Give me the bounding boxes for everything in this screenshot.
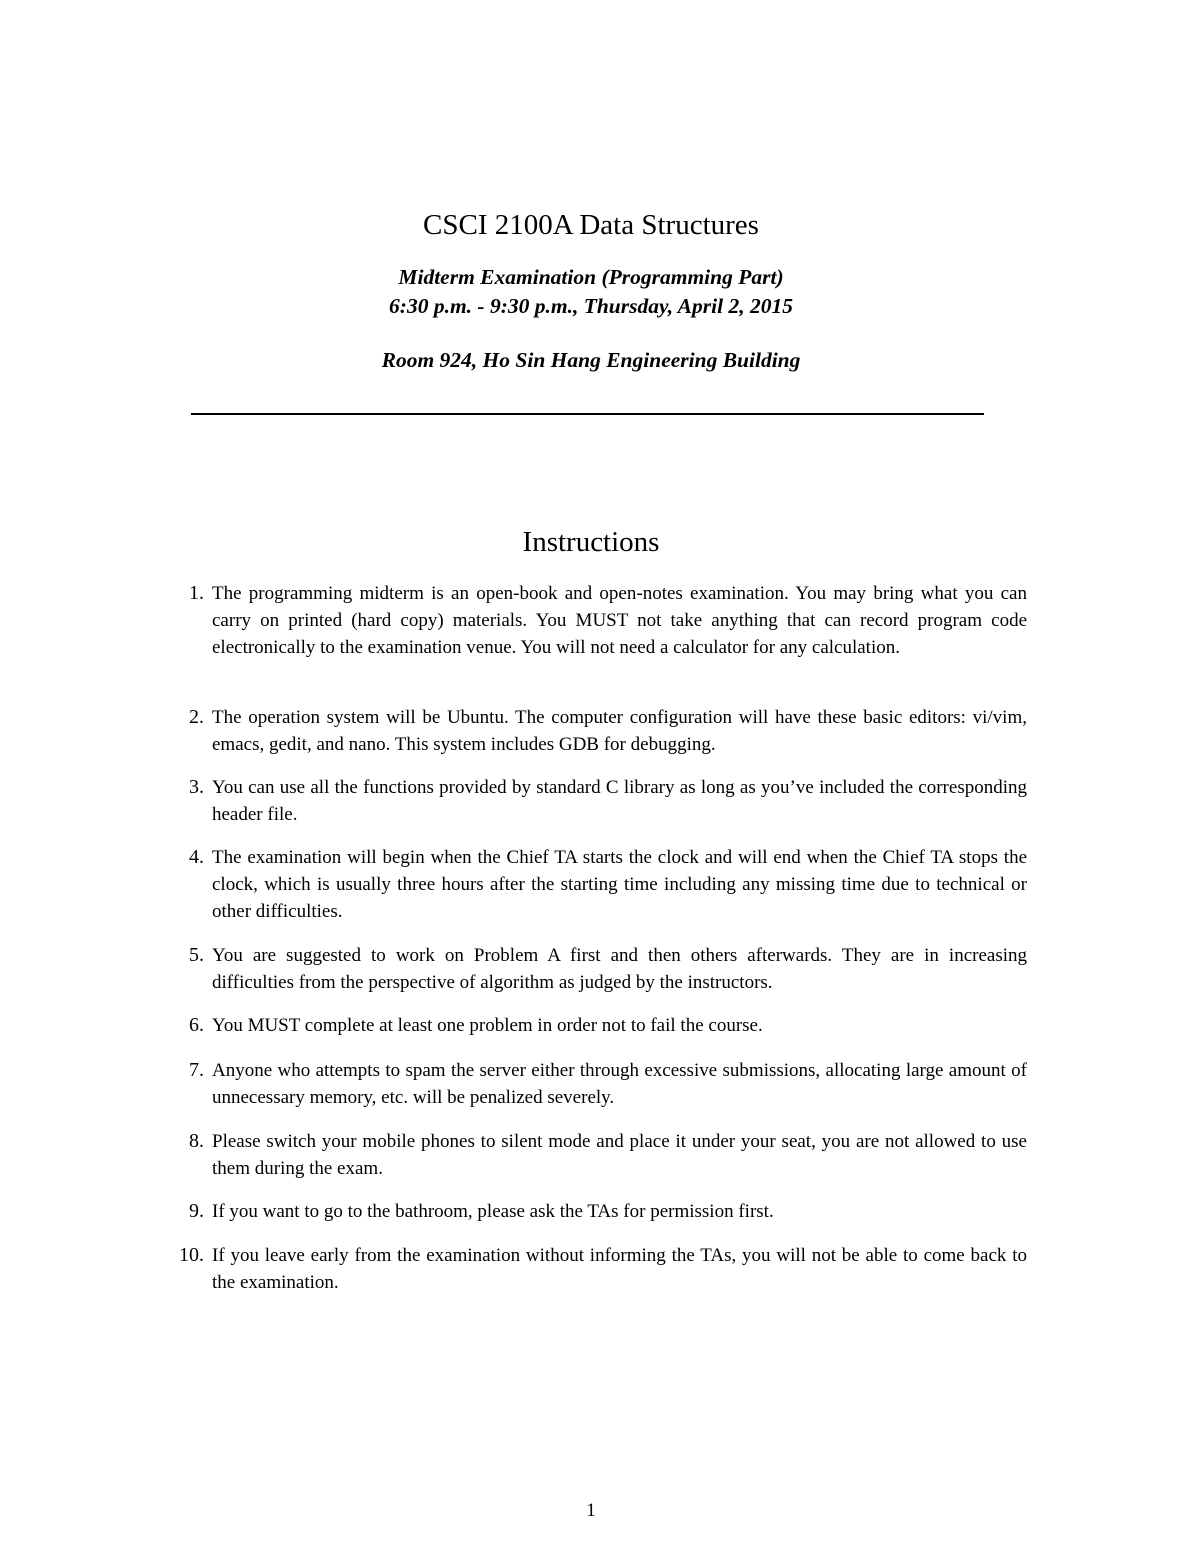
list-item-text: You can use all the functions provided by standard C library as long as you’ve included the corresponding header file. <box>212 777 1027 825</box>
instructions-heading: Instructions <box>522 526 660 558</box>
list-item-text: The examination will begin when the Chief TA starts the clock and will end when the Chief TA stops the clock, which is usually three hours after the starting time including any missing time due to technical or other difficulties. <box>212 847 1027 922</box>
list-item-number: 1. <box>189 582 204 604</box>
list-item-number: 3. <box>189 776 204 798</box>
page-number: 1 <box>586 1500 596 1521</box>
list-item-number: 10. <box>179 1244 204 1266</box>
list-item-text: If you want to go to the bathroom, please ask the TAs for permission first. <box>212 1201 774 1222</box>
list-item-number: 9. <box>189 1200 204 1222</box>
list-item-number: 8. <box>189 1130 204 1152</box>
list-item-text: The operation system will be Ubuntu. The computer configuration will have these basic editors: vi/vim, emacs, gedit, and nano. This system includes GDB for debugging. <box>212 707 1027 755</box>
list-item-number: 2. <box>189 706 204 728</box>
horizontal-rule <box>191 413 984 415</box>
list-item-text: You are suggested to work on Problem A first and then others afterwards. They are in increasing difficulties from the perspective of algorithm as judged by the instructors. <box>212 945 1027 993</box>
exam-room: Room 924, Ho Sin Hang Engineering Building <box>381 348 801 372</box>
list-item-number: 6. <box>189 1014 204 1036</box>
exam-time: 6:30 p.m. - 9:30 p.m., Thursday, April 2, 2015 <box>389 294 793 318</box>
list-item-text: You MUST complete at least one problem in order not to fail the course. <box>212 1015 763 1036</box>
list-item-text: The programming midterm is an open-book and open-notes examination. You may bring what you can carry on printed (hard copy) materials. You MUST not take anything that can record program code electronically to the examination venue. You will not need a calculator for any calculation. <box>212 583 1027 658</box>
exam-name: Midterm Examination (Programming Part) <box>398 265 784 289</box>
list-item-number: 7. <box>189 1059 204 1081</box>
list-item-number: 5. <box>189 944 204 966</box>
list-item-text: Anyone who attempts to spam the server either through excessive submissions, allocating large amount of unnecessary memory, etc. will be penalized severely. <box>212 1060 1027 1108</box>
course-title: CSCI 2100A Data Structures <box>423 209 759 241</box>
list-item-text: If you leave early from the examination without informing the TAs, you will not be able to come back to the examination. <box>212 1245 1027 1293</box>
list-item-text: Please switch your mobile phones to silent mode and place it under your seat, you are not allowed to use them during the exam. <box>212 1131 1027 1179</box>
list-item-number: 4. <box>189 846 204 868</box>
